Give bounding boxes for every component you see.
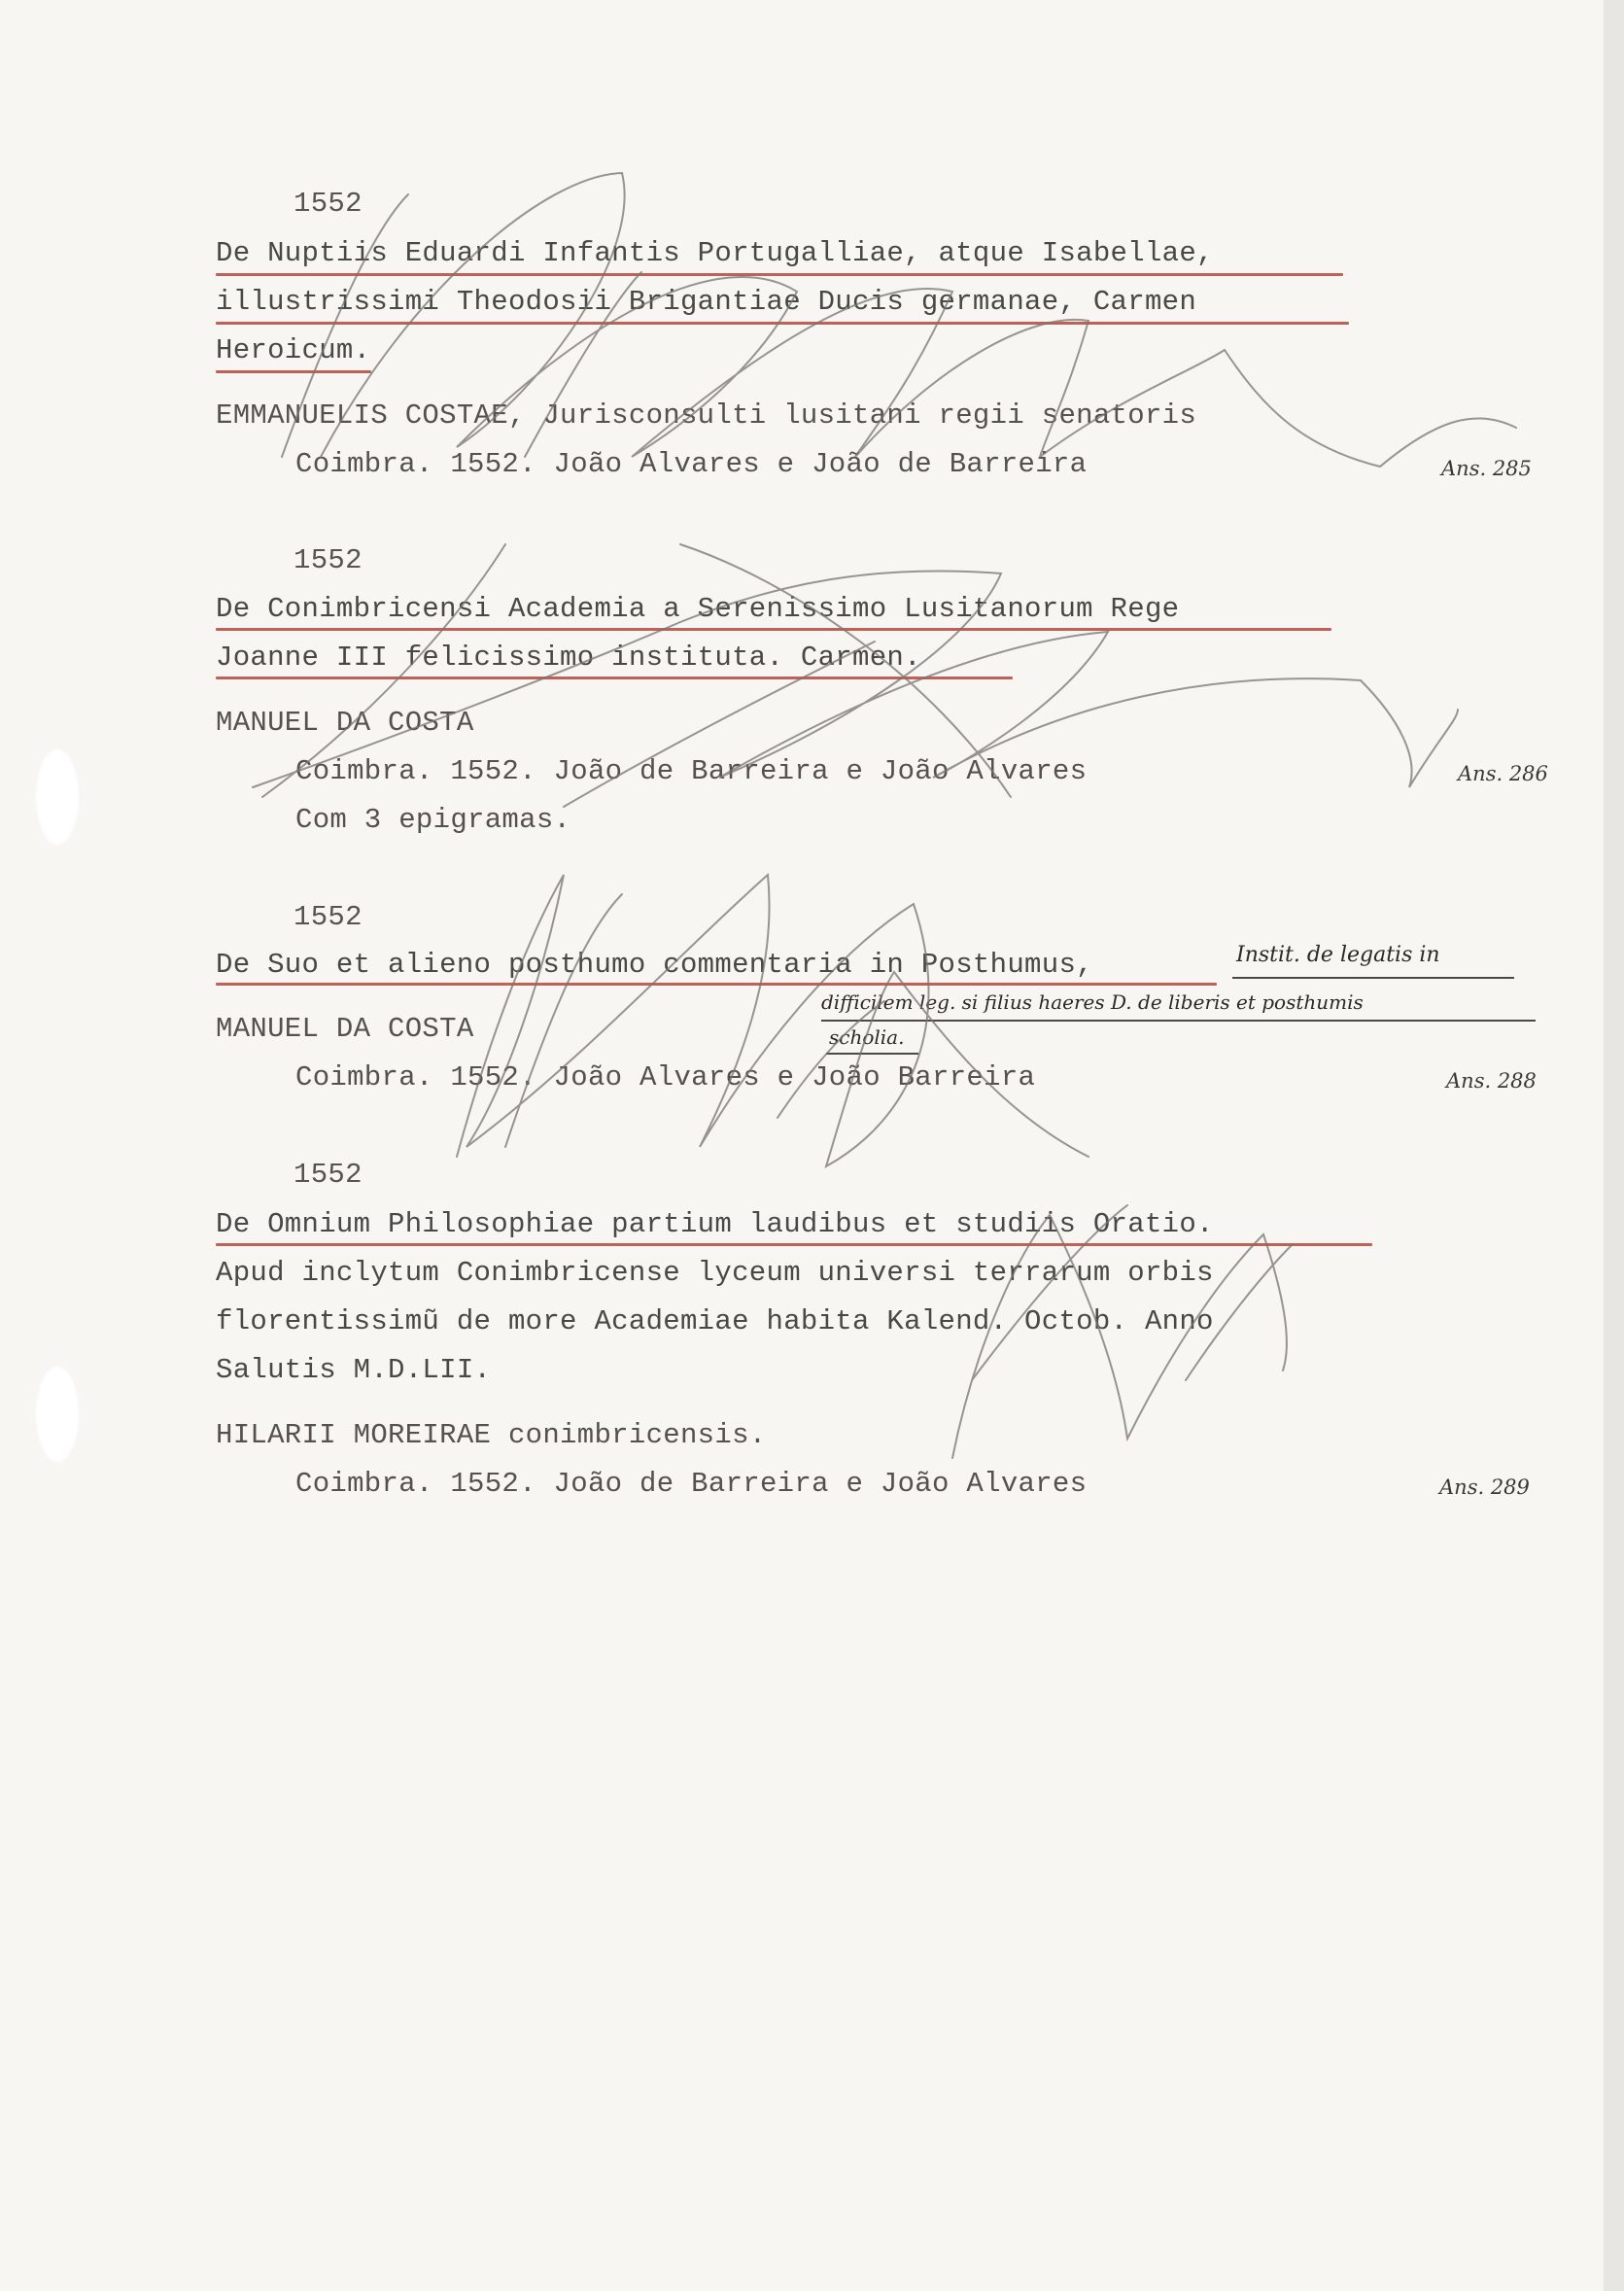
entry-title-line: De Omnium Philosophiae partium laudibus et studiis Oratio.	[216, 1208, 1214, 1240]
entry-note: Com 3 epigramas.	[295, 804, 571, 836]
handwritten-addition: scholia.	[829, 1025, 905, 1049]
entry-description-line: florentissimũ de more Academiae habita Kalend. Octob. Anno	[216, 1305, 1214, 1337]
ans-reference: Ans. 285	[1441, 457, 1532, 480]
entry-title-line: De Suo et alieno posthumo commentaria in Posthumus,	[216, 949, 1093, 981]
entry-year: 1552	[294, 188, 363, 220]
red-underline	[216, 1243, 1372, 1246]
punch-hole-top	[35, 748, 80, 846]
entry-author: MANUEL DA COSTA	[216, 707, 474, 739]
red-underline	[216, 677, 1013, 679]
entry-author: EMMANUELIS COSTAE, Jurisconsulti lusitani regii senatoris	[216, 399, 1197, 432]
ink-underline	[826, 1053, 918, 1055]
entry-description-line: Apud inclytum Conimbricense lyceum universi terrarum orbis	[216, 1257, 1214, 1289]
ink-underline	[1232, 977, 1514, 979]
red-underline	[216, 273, 1343, 276]
red-underline	[216, 370, 371, 373]
entry-title-line: De Nuptiis Eduardi Infantis Portugalliae, atque Isabellae,	[216, 237, 1214, 269]
ans-reference: Ans. 289	[1439, 1475, 1530, 1499]
page-edge	[1604, 0, 1624, 2291]
entry-title-line: De Conimbricensi Academia a Serenissimo Lusitanorum Rege	[216, 593, 1180, 625]
red-underline	[216, 983, 1217, 986]
entry-imprint: Coimbra. 1552. João de Barreira e João Alvares	[295, 755, 1088, 787]
ans-reference: Ans. 288	[1446, 1069, 1537, 1093]
entry-title-line: Joanne III felicissimo instituta. Carmen.	[216, 642, 921, 674]
handwritten-addition: Instit. de legatis in	[1236, 943, 1440, 967]
entry-imprint: Coimbra. 1552. João Alvares e João Barreira	[295, 1061, 1036, 1093]
entry-author: MANUEL DA COSTA	[216, 1013, 474, 1045]
entry-description-line: Salutis M.D.LII.	[216, 1354, 492, 1386]
red-underline	[216, 628, 1331, 631]
red-underline	[216, 322, 1349, 325]
entry-year: 1552	[294, 901, 363, 933]
ans-reference: Ans. 286	[1458, 762, 1548, 785]
entry-imprint: Coimbra. 1552. João de Barreira e João Alvares	[295, 1468, 1088, 1500]
entry-author: HILARII MOREIRAE conimbricensis.	[216, 1419, 767, 1451]
entry-year: 1552	[294, 544, 363, 576]
entry-title-line: Heroicum.	[216, 334, 371, 366]
punch-hole-bottom	[35, 1366, 80, 1463]
entry-title-line: illustrissimi Theodosii Brigantiae Ducis germanae, Carmen	[216, 286, 1197, 318]
handwritten-addition: difficilem leg. si filius haeres D. de liberis et posthumis	[821, 990, 1364, 1014]
entry-imprint: Coimbra. 1552. João Alvares e João de Barreira	[295, 448, 1088, 480]
ink-underline	[821, 1020, 1536, 1022]
entry-year: 1552	[294, 1159, 363, 1191]
